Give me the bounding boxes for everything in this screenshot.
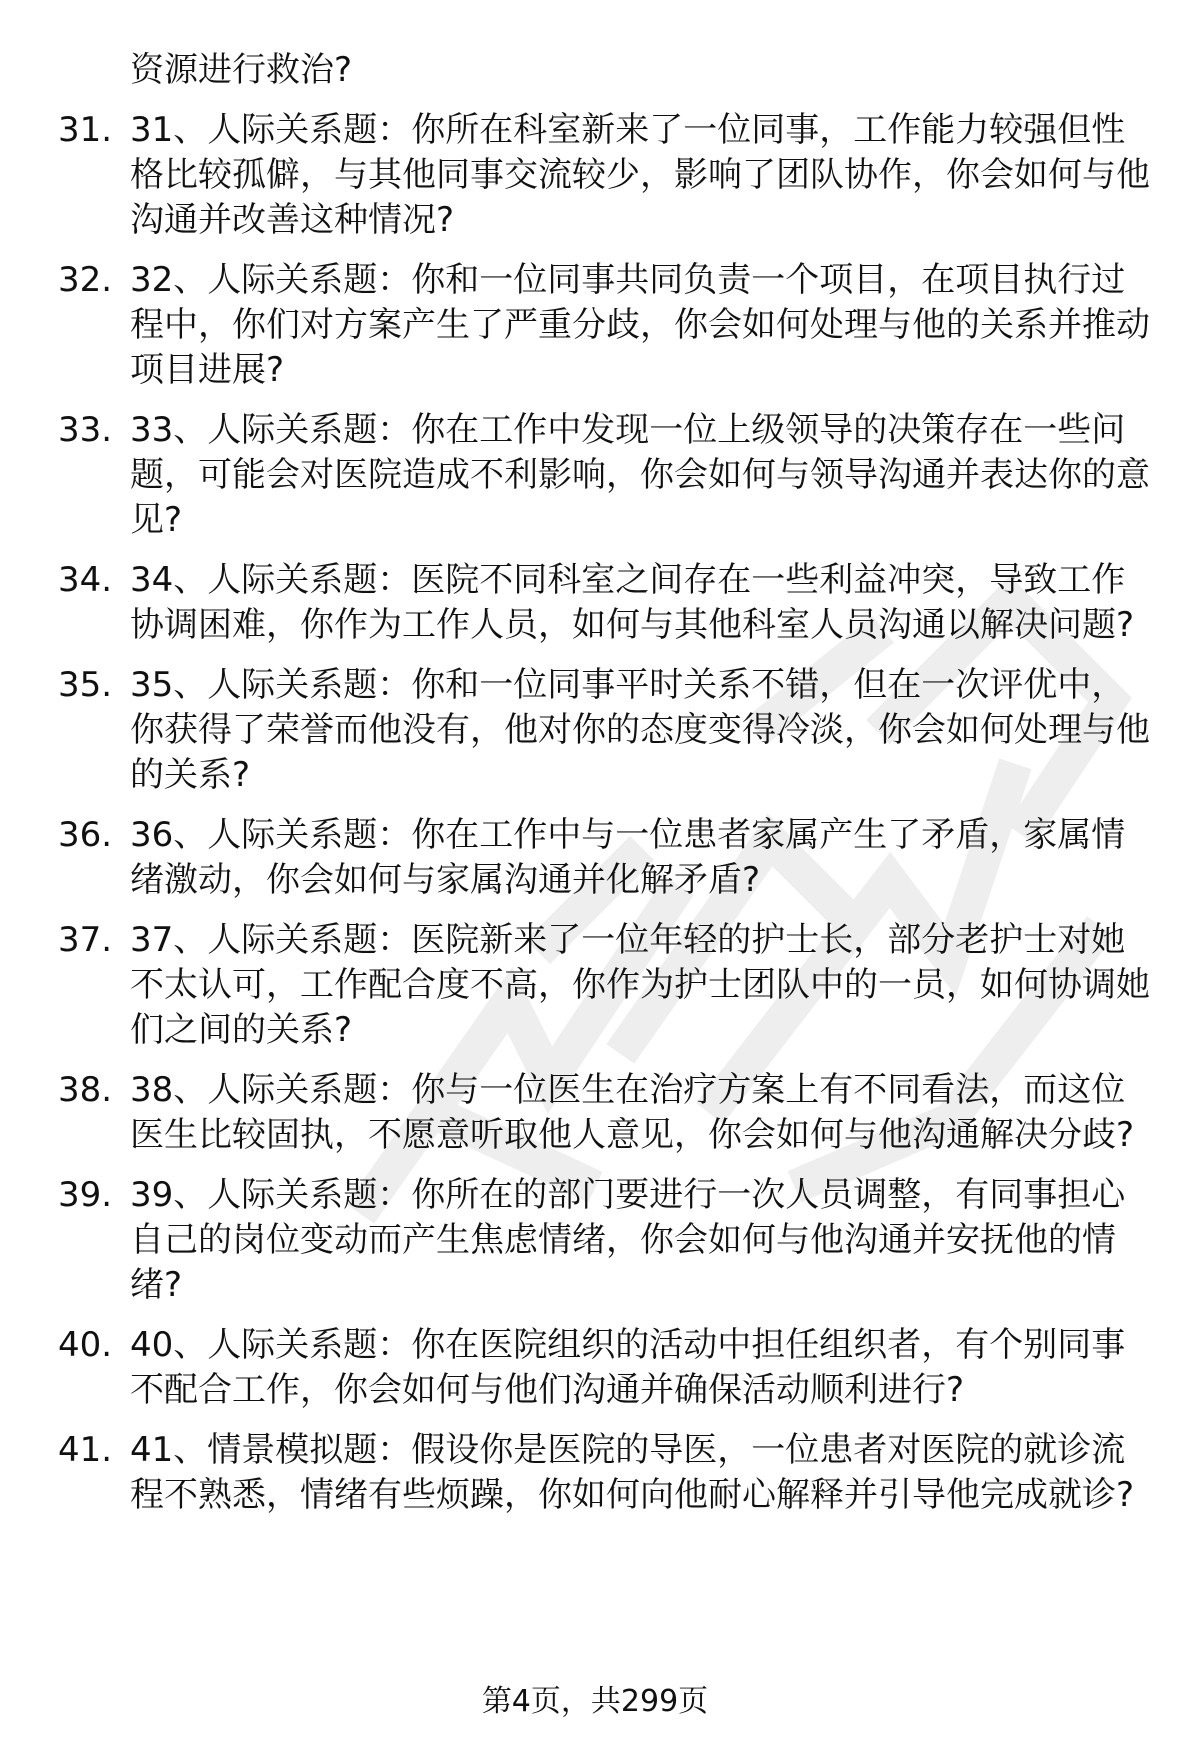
question-number: 32. [58, 260, 113, 300]
continuation-text: 资源进行救治? [130, 50, 353, 90]
page-footer: 第4页，共299页 [481, 1684, 709, 1719]
question-item [0, 1173, 1190, 1308]
question-text: 38、人际关系题：你与一位医生在治疗方案上有不同看法，而这位医生比较固执，不愿意听取他人意见，你会如何与他沟通解决分歧? [130, 1070, 1135, 1155]
question-text: 39、人际关系题：你所在的部门要进行一次人员调整，有同事担心自己的岗位变动而产生焦虑情绪，你会如何与他沟通并安抚他的情绪? [130, 1175, 1126, 1305]
question-number: 38. [58, 1070, 113, 1110]
question-item [0, 663, 1190, 798]
question-item [0, 108, 1190, 243]
question-number: 37. [58, 920, 113, 960]
question-number: 35. [58, 665, 113, 705]
question-item [0, 918, 1190, 1053]
question-text: 36、人际关系题：你在工作中与一位患者家属产生了矛盾，家属情绪激动，你会如何与家属沟通并化解矛盾? [130, 815, 1126, 900]
question-number: 39. [58, 1175, 113, 1215]
question-text: 32、人际关系题：你和一位同事共同负责一个项目，在项目执行过程中，你们对方案产生了严重分歧，你会如何处理与他的关系并推动项目进展? [130, 260, 1150, 390]
question-text: 37、人际关系题：医院新来了一位年轻的护士长，部分老护士对她不太认可，工作配合度不高，你作为护士团队中的一员，如何协调她们之间的关系? [130, 920, 1150, 1050]
question-item [0, 1428, 1190, 1518]
question-item [0, 1323, 1190, 1413]
question-text: 40、人际关系题：你在医院组织的活动中担任组织者，有个别同事不配合工作，你会如何与他们沟通并确保活动顺利进行? [130, 1325, 1126, 1410]
question-text: 41、情景模拟题：假设你是医院的导医，一位患者对医院的就诊流程不熟悉，情绪有些烦躁，你如何向他耐心解释并引导他完成就诊? [130, 1430, 1135, 1515]
question-item [0, 408, 1190, 543]
question-item [0, 258, 1190, 393]
question-number: 31. [58, 110, 113, 150]
question-text: 33、人际关系题：你在工作中发现一位上级领导的决策存在一些问题，可能会对医院造成不利影响，你会如何与领导沟通并表达你的意见? [130, 410, 1150, 540]
question-number: 36. [58, 815, 113, 855]
question-number: 33. [58, 410, 113, 450]
question-text: 35、人际关系题：你和一位同事平时关系不错，但在一次评优中，你获得了荣誉而他没有，他对你的态度变得冷淡，你会如何处理与他的关系? [130, 665, 1150, 795]
question-text: 31、人际关系题：你所在科室新来了一位同事，工作能力较强但性格比较孤僻，与其他同事交流较少，影响了团队协作，你会如何与他沟通并改善这种情况? [130, 110, 1150, 240]
question-list [0, 108, 1190, 1518]
question-item [0, 813, 1190, 903]
question-number: 40. [58, 1325, 113, 1365]
question-text: 34、人际关系题：医院不同科室之间存在一些利益冲突，导致工作协调困难，你作为工作人员，如何与其他科室人员沟通以解决问题? [130, 560, 1135, 645]
content-area [0, 48, 1190, 1533]
question-number: 34. [58, 560, 113, 600]
question-number: 41. [58, 1430, 113, 1470]
question-item [0, 1068, 1190, 1158]
question-item [0, 558, 1190, 648]
